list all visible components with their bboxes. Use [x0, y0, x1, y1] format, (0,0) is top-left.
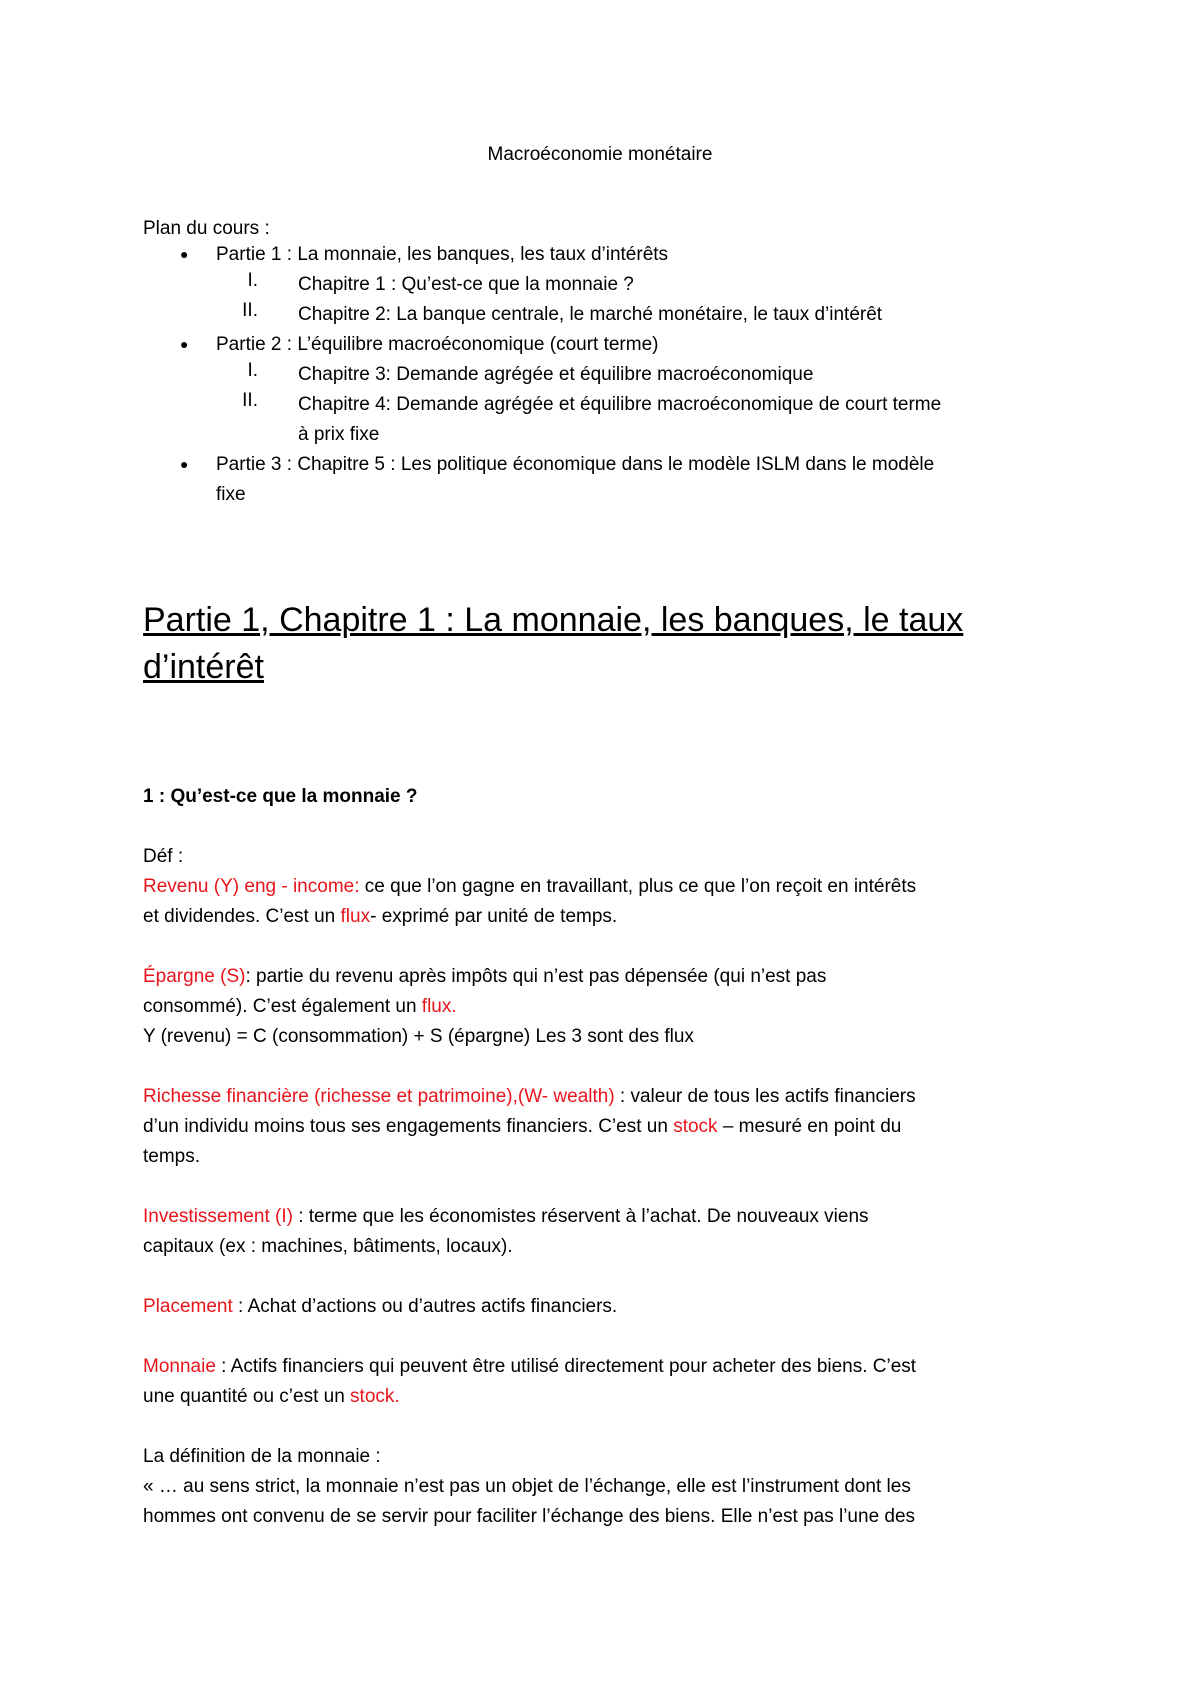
- definition-richesse-cont: [143, 1112, 901, 1142]
- term-richesse: Richesse financière (richesse et patrimoine),(W- wealth): [143, 1086, 615, 1107]
- bullet-icon: ●: [180, 336, 189, 352]
- definition-text: : partie du revenu après impôts qui n’est pas dépensée (qui n’est pas: [245, 966, 827, 987]
- definition-label: Déf :: [143, 846, 184, 867]
- chapter-numeral: II.: [242, 300, 258, 321]
- definition-revenu: [143, 872, 916, 902]
- definition-text: : valeur de tous les actifs financiers: [614, 1086, 916, 1107]
- highlight-flux: flux.: [421, 996, 457, 1017]
- plan-chapter-4: Chapitre 4: Demande agrégée et équilibre macroéconomique de court terme: [298, 394, 942, 415]
- highlight-flux: flux: [340, 906, 371, 927]
- bullet-icon: ●: [180, 456, 189, 472]
- definition-monnaie-cont: [143, 1382, 400, 1412]
- definition-text: une quantité ou c’est un: [143, 1386, 351, 1407]
- subsection-heading: 1 : Qu’est-ce que la monnaie ?: [143, 786, 418, 807]
- quote-line: hommes ont convenu de se servir pour faciliter l’échange des biens. Elle n’est pas l’une des: [143, 1506, 916, 1527]
- definition-monnaie: [143, 1352, 916, 1382]
- definition-text: et dividendes. C’est un: [143, 906, 341, 927]
- definition-text: – mesuré en point du: [717, 1116, 902, 1137]
- plan-part-2: Partie 2 : L’équilibre macroéconomique (court terme): [216, 334, 659, 355]
- plan-chapter-2: Chapitre 2: La banque centrale, le marché monétaire, le taux d’intérêt: [298, 304, 883, 325]
- chapter-numeral: I.: [247, 270, 258, 291]
- definition-epargne: [143, 962, 826, 992]
- plan-chapter-4-cont: à prix fixe: [298, 424, 380, 445]
- chapter-numeral: I.: [247, 360, 258, 381]
- section-heading-cont: d’intérêt: [143, 648, 264, 686]
- definition-placement: [143, 1292, 617, 1322]
- term-revenu: Revenu (Y) eng - income:: [143, 876, 360, 897]
- definition-text: consommé). C’est également un: [143, 996, 422, 1017]
- definition-investissement: [143, 1202, 869, 1232]
- plan-heading: Plan du cours :: [143, 218, 270, 239]
- plan-part-1: Partie 1 : La monnaie, les banques, les taux d’intérêts: [216, 244, 669, 265]
- quote-line: « … au sens strict, la monnaie n’est pas un objet de l’échange, elle est l’instrument dont les: [143, 1476, 911, 1497]
- highlight-stock: stock.: [350, 1386, 400, 1407]
- plan-part-3-cont: fixe: [216, 484, 246, 505]
- term-placement: Placement: [143, 1296, 233, 1317]
- definition-epargne-cont: [143, 992, 457, 1022]
- definition-revenu-cont: [143, 902, 617, 932]
- plan-chapter-3: Chapitre 3: Demande agrégée et équilibre macroéconomique: [298, 364, 814, 385]
- plan-part-3: Partie 3 : Chapitre 5 : Les politique économique dans le modèle ISLM dans le modèle: [216, 454, 935, 475]
- chapter-numeral: II.: [242, 390, 258, 411]
- highlight-stock: stock: [673, 1116, 718, 1137]
- bullet-icon: ●: [180, 246, 189, 262]
- section-heading: Partie 1, Chapitre 1 : La monnaie, les banques, le taux: [143, 601, 964, 639]
- term-monnaie: Monnaie: [143, 1356, 216, 1377]
- equation-revenu: Y (revenu) = C (consommation) + S (épargne) Les 3 sont des flux: [143, 1026, 694, 1047]
- definition-text: ce que l’on gagne en travaillant, plus ce que l’on reçoit en intérêts: [359, 876, 917, 897]
- definition-text: : Actifs financiers qui peuvent être utilisé directement pour acheter des biens. C’est: [215, 1356, 917, 1377]
- definition-text: : terme que les économistes réservent à l’achat. De nouveaux viens: [292, 1206, 869, 1227]
- definition-richesse: [143, 1082, 916, 1112]
- definition-text: : Achat d’actions ou d’autres actifs financiers.: [232, 1296, 618, 1317]
- term-investissement: Investissement (I): [143, 1206, 293, 1227]
- definition-text: - exprimé par unité de temps.: [370, 906, 618, 927]
- term-epargne: Épargne (S): [143, 966, 246, 987]
- definition-investissement-cont: capitaux (ex : machines, bâtiments, locaux).: [143, 1236, 513, 1257]
- document-title: Macroéconomie monétaire: [487, 144, 713, 165]
- definition-text: d’un individu moins tous ses engagements financiers. C’est un: [143, 1116, 674, 1137]
- plan-chapter-1: Chapitre 1 : Qu’est-ce que la monnaie ?: [298, 274, 634, 295]
- quote-intro: La définition de la monnaie :: [143, 1446, 381, 1467]
- definition-richesse-cont2: temps.: [143, 1146, 201, 1167]
